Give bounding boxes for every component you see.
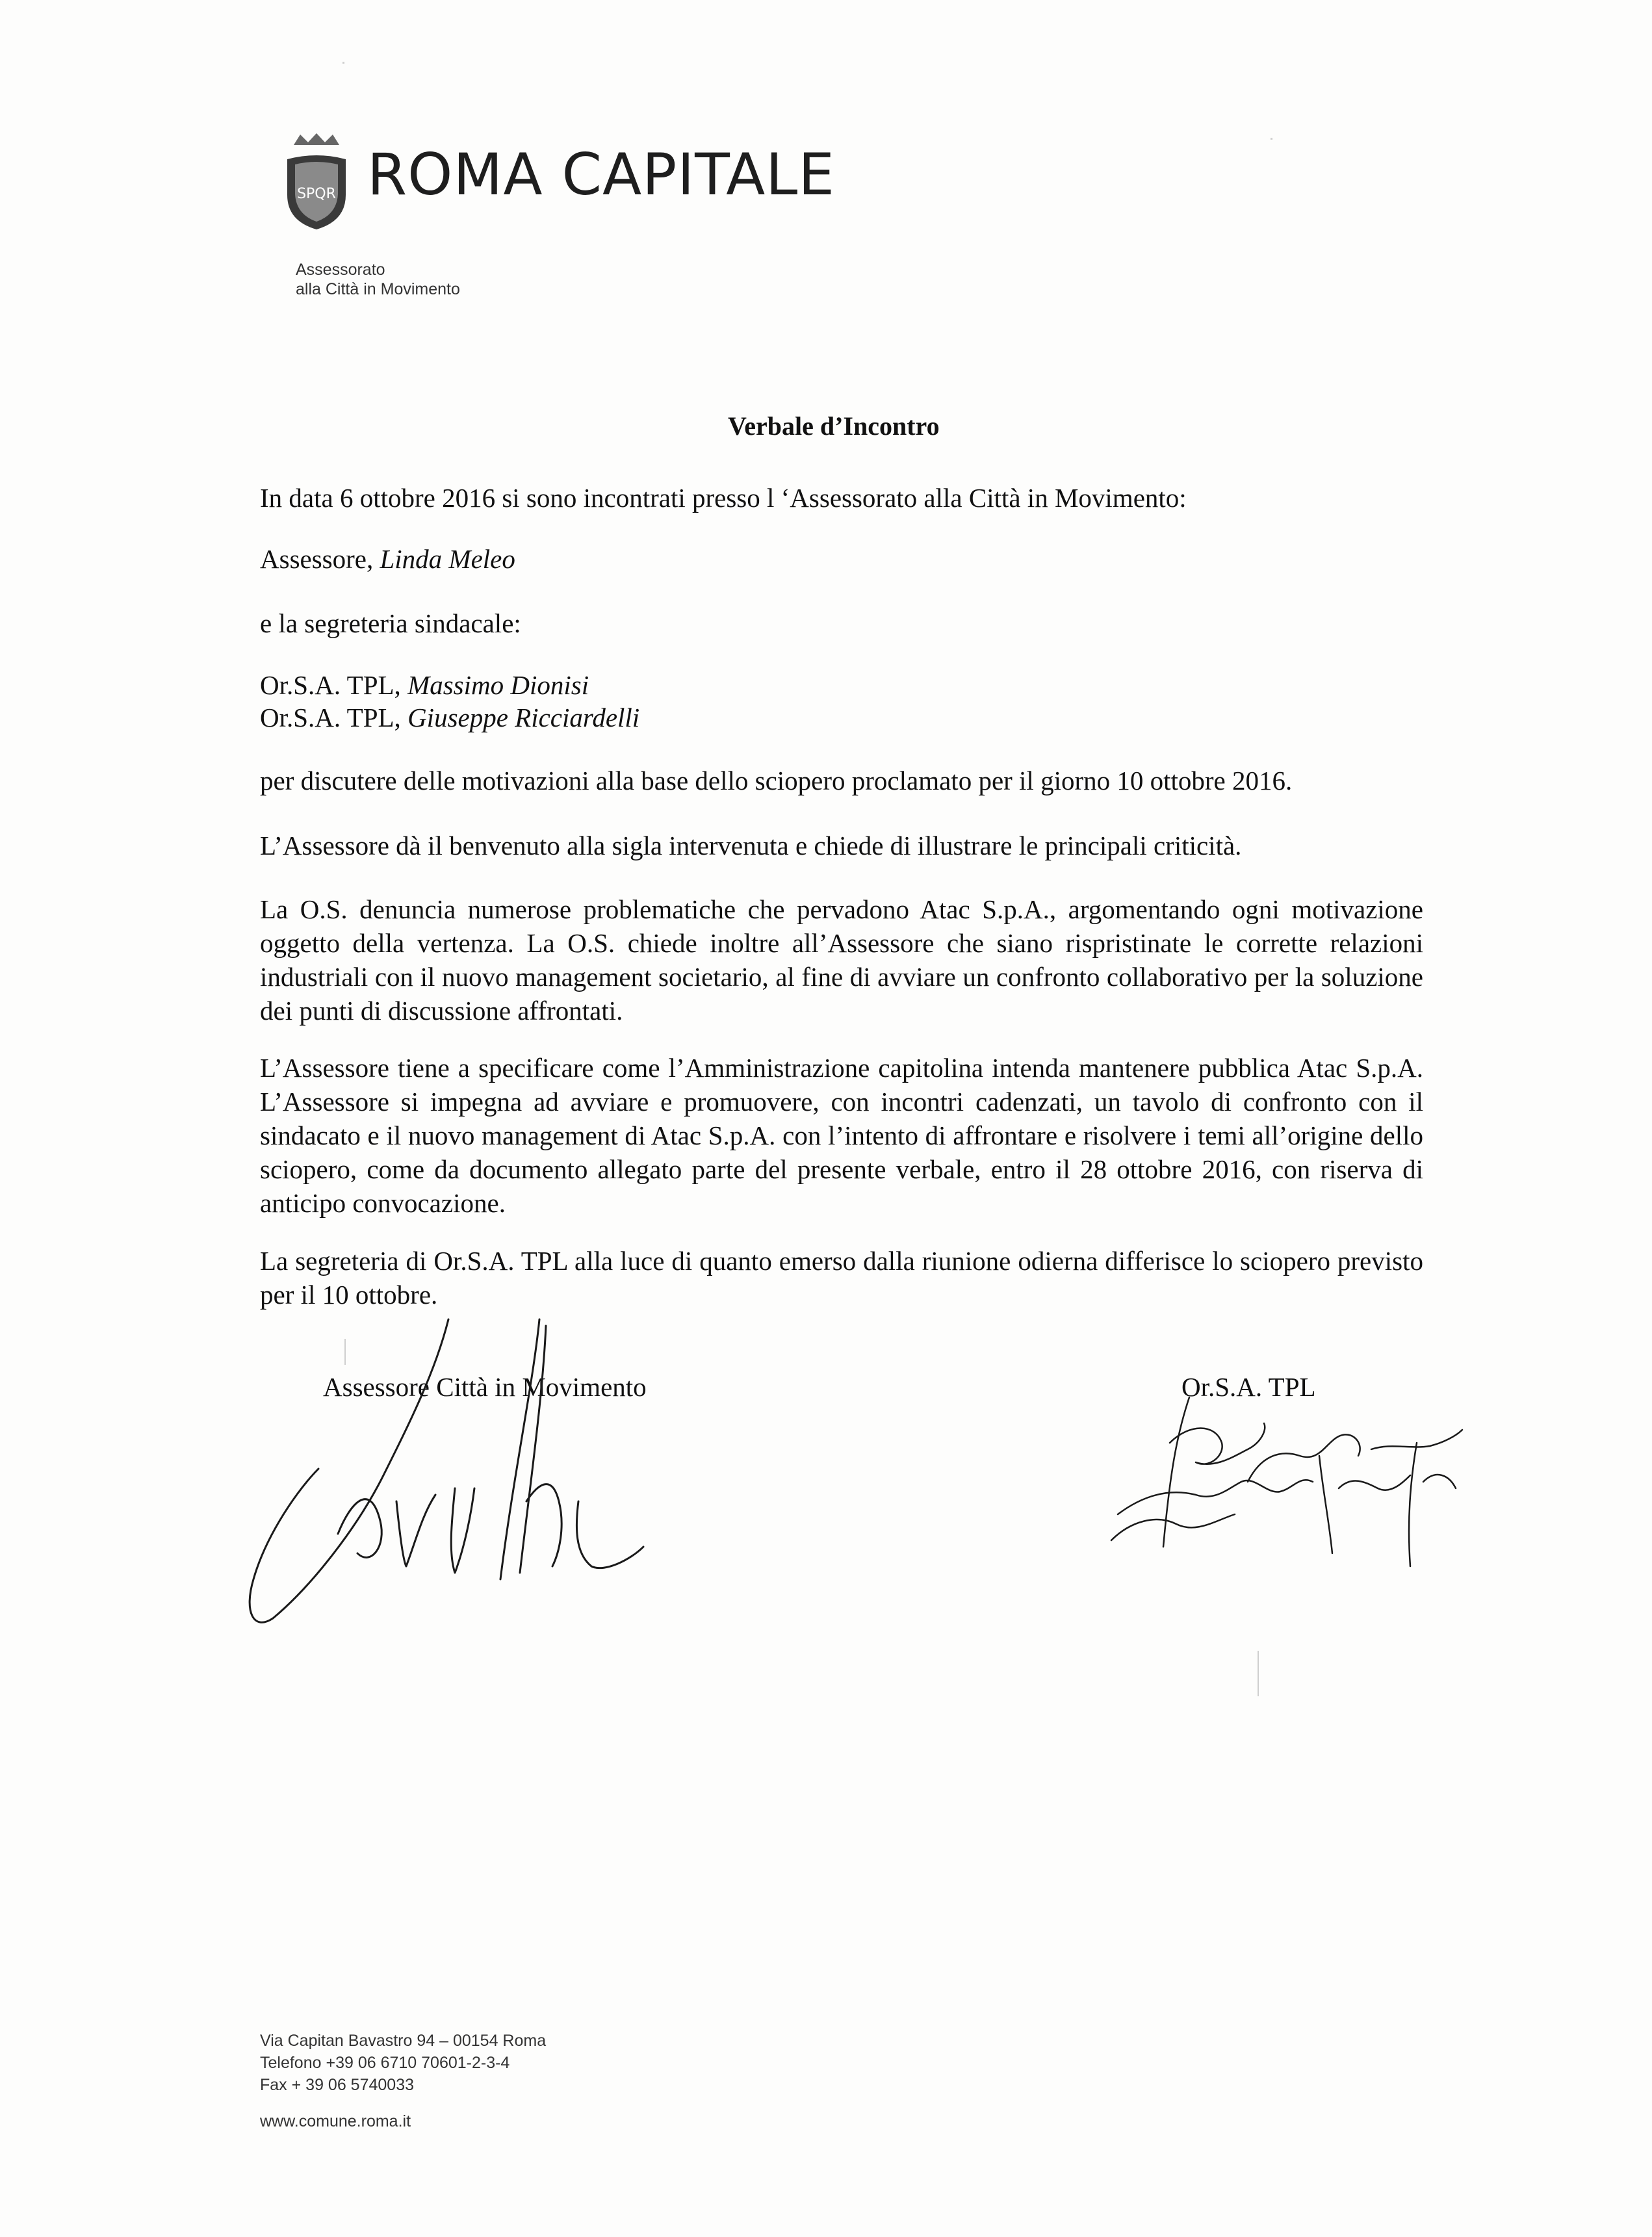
department-name (296, 260, 460, 299)
union-handwritten-signatures (1105, 1384, 1469, 1579)
footer-fax: Fax + 39 06 5740033 (260, 2076, 414, 2094)
representative-org: Or.S.A. TPL, (260, 703, 401, 732)
union-complaint-paragraph: La O.S. denuncia numerose problematiche che pervadono Atac S.p.A., argomentando ogni motivazione oggetto della vertenza. La O.S. chiede inoltre all’Assessore che siano rispristinate le corrette relazioni industriali con il nuovo management societario, al fine di avviare un confronto collaborativo per la soluzione dei punti di discussione affrontati. (260, 894, 1423, 1026)
scan-artifact-line (344, 1339, 346, 1365)
segreteria-line: e la segreteria sindacale: (260, 608, 521, 638)
intro-paragraph: In data 6 ottobre 2016 si sono incontrati presso l ‘Assessorato alla Città in Movimento: (260, 483, 1187, 513)
footer-website: www.comune.roma.it (260, 2112, 411, 2130)
representative-line-2 (260, 701, 639, 734)
roma-capitale-crest-icon (281, 133, 352, 231)
department-line-2: alla Città in Movimento (296, 280, 460, 298)
assessore-handwritten-signature (240, 1306, 669, 1644)
assessore-name: Linda Meleo (380, 544, 515, 574)
assessore-signature-label: Assessore Città in Movimento (323, 1372, 647, 1402)
scan-speck (342, 62, 344, 64)
assessore-commitment-paragraph: L’Assessore tiene a specificare come l’Amministrazione capitolina intenda mantenere pubblica Atac S.p.A. L’Assessore si impegna ad avviare e promuovere, con incontri cadenzati, un tavolo di confronto con il sindacato e il nuovo management di Atac S.p.A. con l’intento di affrontare e risolvere i temi all’origine dello sciopero, come da documento allegato parte del presente verbale, entro il 28 ottobre 2016, con riserva di anticipo convocazione. (260, 1053, 1423, 1218)
representative-line-1 (260, 668, 589, 702)
representative-name: Giuseppe Ricciardelli (407, 703, 640, 732)
footer-address: Via Capitan Bavastro 94 – 00154 Roma (260, 2032, 547, 2050)
footer-phone: Telefono +39 06 6710 70601-2-3-4 (260, 2054, 510, 2072)
document-title: Verbale d’Incontro (728, 411, 940, 441)
scan-artifact-line (1258, 1651, 1259, 1696)
assessore-line (260, 542, 515, 576)
purpose-paragraph: per discutere delle motivazioni alla base dello sciopero proclamato per il giorno 10 ottobre 2016. (260, 766, 1293, 795)
welcome-paragraph: L’Assessore dà il benvenuto alla sigla intervenuta e chiede di illustrare le principali criticità. (260, 831, 1242, 860)
department-line-1: Assessorato (296, 261, 385, 279)
brand-name: ROMA CAPITALE (367, 141, 835, 208)
crest-lettering: SPQR (297, 186, 336, 202)
representative-org: Or.S.A. TPL, (260, 670, 401, 700)
strike-deferral-paragraph: La segreteria di Or.S.A. TPL alla luce di quanto emerso dalla riunione odierna differisce lo sciopero previsto per il 10 ottobre. (260, 1246, 1423, 1310)
representative-name: Massimo Dionisi (407, 670, 589, 700)
letterhead-footer (260, 2030, 546, 2096)
assessore-role: Assessore, (260, 544, 374, 574)
scan-speck (1271, 138, 1272, 140)
union-signature-label: Or.S.A. TPL (1181, 1372, 1316, 1402)
